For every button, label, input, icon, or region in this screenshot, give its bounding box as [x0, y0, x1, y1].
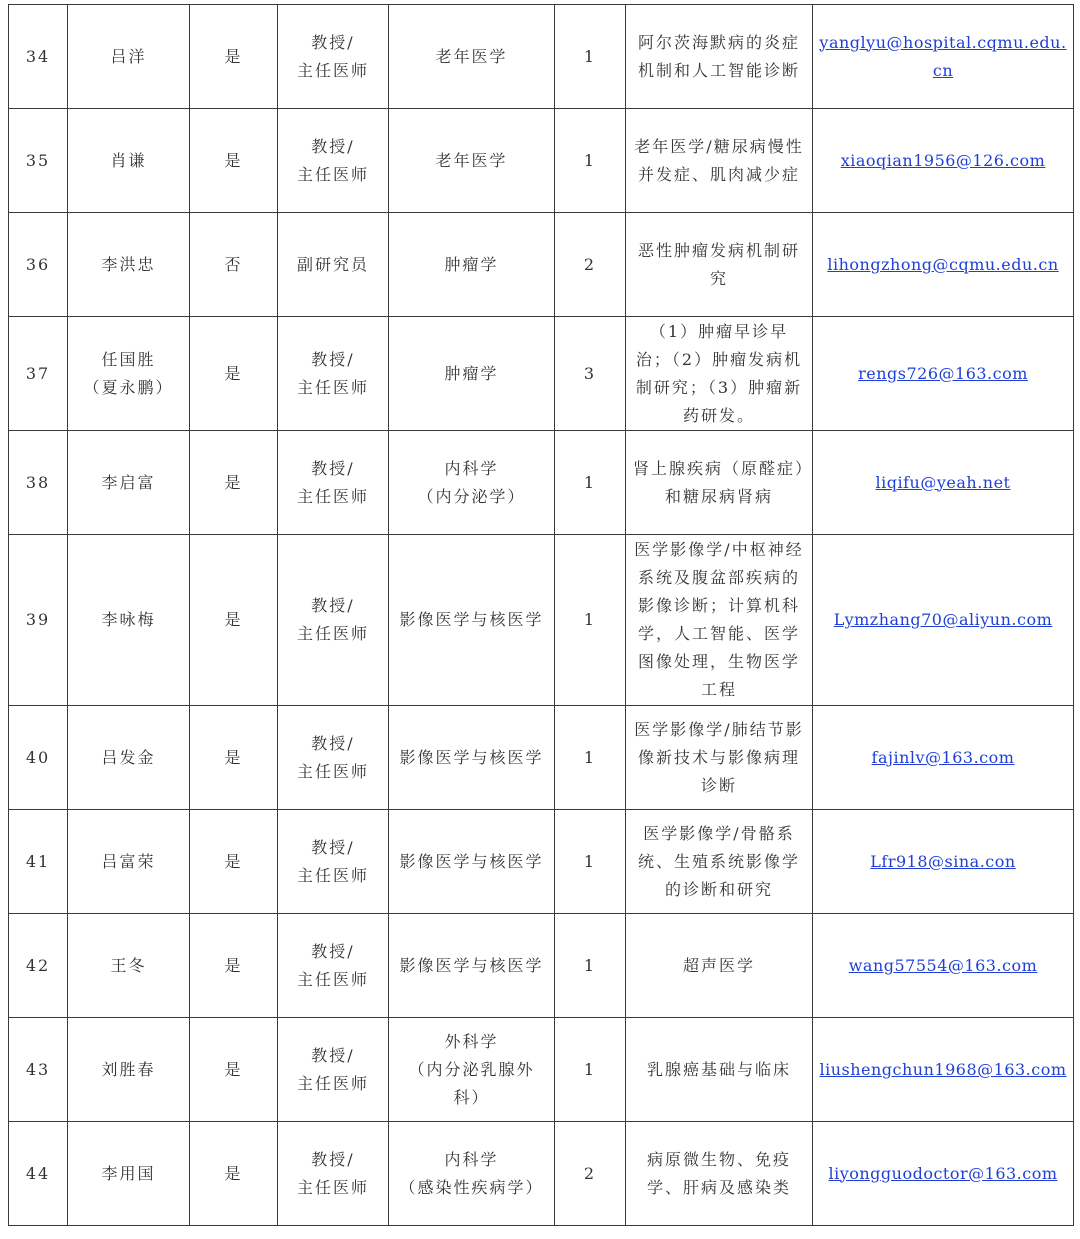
cell-research-area-text: 乳腺癌基础与临床: [646, 1059, 791, 1079]
cell-quota-text: 1: [583, 150, 597, 170]
email-link[interactable]: wang57554@163.com: [848, 955, 1038, 975]
cell-quota: [555, 914, 626, 1018]
cell-title: [278, 1018, 389, 1122]
table-row: [9, 706, 1074, 810]
cell-doctoral-supervisor: [190, 1018, 278, 1122]
cell-doctoral-supervisor-text: 是: [224, 363, 243, 383]
cell-doctoral-supervisor-text: 是: [224, 150, 243, 170]
email-link[interactable]: xiaoqian1956@126.com: [840, 150, 1046, 170]
supervisor-table: [8, 4, 1074, 1226]
cell-email: [813, 109, 1074, 213]
cell-doctoral-supervisor-text: 是: [224, 747, 243, 767]
email-link[interactable]: liyongguodoctor@163.com: [828, 1163, 1058, 1183]
cell-supervisor-name-text: 李启富: [101, 472, 156, 492]
cell-title-text: 教授/ 主任医师: [296, 32, 369, 80]
email-link[interactable]: Lymzhang70@aliyun.com: [833, 610, 1053, 629]
cell-supervisor-name: [68, 5, 190, 109]
cell-number: [9, 317, 68, 431]
cell-title: [278, 109, 389, 213]
cell-email: [813, 1018, 1074, 1122]
cell-major-text: 老年医学: [435, 46, 508, 66]
cell-research-area-text: 恶性肿瘤发病机制研究: [637, 240, 800, 288]
cell-doctoral-supervisor-text: 是: [224, 472, 243, 492]
table-row: [9, 109, 1074, 213]
cell-research-area: [626, 5, 813, 109]
cell-research-area-text: 老年医学/糖尿病慢性并发症、肌肉减少症: [634, 136, 804, 184]
cell-number-text: 41: [25, 851, 51, 871]
cell-email: [813, 706, 1074, 810]
table-row: [9, 213, 1074, 317]
cell-title: [278, 213, 389, 317]
cell-supervisor-name: [68, 535, 190, 706]
cell-doctoral-supervisor-text: 是: [224, 955, 243, 975]
cell-supervisor-name-text: 李咏梅: [101, 610, 156, 629]
cell-research-area: [626, 109, 813, 213]
table-row: [9, 317, 1074, 431]
cell-number: [9, 213, 68, 317]
cell-supervisor-name-text: 李用国: [101, 1163, 156, 1183]
cell-quota: [555, 431, 626, 535]
cell-title: [278, 535, 389, 706]
cell-quota: [555, 317, 626, 431]
cell-quota: [555, 5, 626, 109]
cell-email: [813, 213, 1074, 317]
cell-major-text: 内科学 （内分泌学）: [417, 458, 526, 506]
cell-supervisor-name-text: 李洪忠: [101, 254, 156, 274]
cell-supervisor-name-text: 王冬: [110, 955, 147, 975]
cell-number-text: 35: [25, 150, 51, 170]
cell-supervisor-name-text: 吕富荣: [101, 851, 156, 871]
cell-title: [278, 810, 389, 914]
cell-supervisor-name: [68, 213, 190, 317]
cell-number: [9, 1018, 68, 1122]
cell-major-text: 影像医学与核医学: [399, 955, 544, 975]
cell-email: [813, 317, 1074, 431]
cell-title: [278, 5, 389, 109]
cell-supervisor-name: [68, 914, 190, 1018]
cell-title: [278, 914, 389, 1018]
cell-doctoral-supervisor: [190, 213, 278, 317]
cell-title-text: 副研究员: [296, 254, 369, 274]
cell-quota-text: 1: [583, 1059, 597, 1079]
cell-doctoral-supervisor-text: 是: [224, 851, 243, 871]
cell-email: [813, 535, 1074, 706]
cell-doctoral-supervisor-text: 是: [224, 46, 243, 66]
cell-research-area: [626, 1018, 813, 1122]
cell-major-text: 内科学 （感染性疾病学）: [399, 1149, 544, 1197]
cell-title-text: 教授/ 主任医师: [296, 941, 369, 989]
cell-quota: [555, 213, 626, 317]
cell-doctoral-supervisor: [190, 1122, 278, 1226]
cell-email: [813, 1122, 1074, 1226]
cell-number: [9, 5, 68, 109]
cell-quota: [555, 810, 626, 914]
table-row: [9, 1018, 1074, 1122]
cell-major-text: 肿瘤学: [444, 363, 499, 383]
cell-email: [813, 914, 1074, 1018]
cell-quota-text: 1: [583, 610, 597, 629]
cell-number-text: 42: [25, 955, 51, 975]
cell-title-text: 教授/ 主任医师: [296, 349, 369, 397]
email-link[interactable]: Lfr918@sina.con: [870, 851, 1016, 871]
cell-major-text: 影像医学与核医学: [399, 610, 544, 629]
cell-number-text: 44: [25, 1163, 51, 1183]
cell-email: [813, 810, 1074, 914]
cell-quota-text: 2: [583, 254, 597, 274]
cell-doctoral-supervisor: [190, 317, 278, 431]
cell-major-text: 影像医学与核医学: [399, 851, 544, 871]
cell-title: [278, 317, 389, 431]
cell-quota-text: 1: [583, 747, 597, 767]
cell-supervisor-name: [68, 109, 190, 213]
cell-research-area-text: 医学影像学/肺结节影像新技术与影像病理诊断: [634, 719, 804, 795]
cell-supervisor-name-text: 吕发金: [101, 747, 156, 767]
cell-doctoral-supervisor: [190, 810, 278, 914]
cell-doctoral-supervisor: [190, 535, 278, 706]
cell-doctoral-supervisor-text: 否: [224, 254, 243, 274]
table-row: [9, 914, 1074, 1018]
cell-major: [389, 431, 555, 535]
cell-major: [389, 109, 555, 213]
cell-research-area-text: 超声医学: [682, 955, 755, 975]
cell-number: [9, 810, 68, 914]
cell-number: [9, 914, 68, 1018]
cell-number-text: 38: [25, 472, 51, 492]
cell-title: [278, 1122, 389, 1226]
cell-major-text: 影像医学与核医学: [399, 747, 544, 767]
cell-quota: [555, 109, 626, 213]
table-row: [9, 431, 1074, 535]
email-link[interactable]: rengs726@163.com: [858, 363, 1028, 383]
cell-number-text: 39: [25, 610, 51, 629]
cell-number: [9, 431, 68, 535]
cell-research-area-text: 肾上腺疾病（原醛症）和糖尿病肾病: [632, 458, 805, 506]
table-row: [9, 535, 1074, 706]
cell-number: [9, 109, 68, 213]
cell-supervisor-name: [68, 706, 190, 810]
cell-doctoral-supervisor-text: 是: [224, 1059, 243, 1079]
cell-research-area: [626, 431, 813, 535]
cell-supervisor-name: [68, 810, 190, 914]
cell-research-area: [626, 914, 813, 1018]
cell-major: [389, 5, 555, 109]
cell-major-text: 外科学 （内分泌乳腺外科）: [408, 1031, 535, 1107]
cell-major: [389, 1018, 555, 1122]
cell-title-text: 教授/ 主任医师: [296, 136, 369, 184]
email-link[interactable]: fajinlv@163.com: [871, 747, 1015, 767]
cell-supervisor-name-text: 肖谦: [110, 150, 147, 170]
cell-title-text: 教授/ 主任医师: [296, 1045, 369, 1093]
cell-major-text: 肿瘤学: [444, 254, 499, 274]
cell-research-area: [626, 1122, 813, 1226]
cell-doctoral-supervisor: [190, 706, 278, 810]
cell-major: [389, 213, 555, 317]
cell-research-area: [626, 535, 813, 706]
cell-quota-text: 1: [583, 851, 597, 871]
cell-doctoral-supervisor-text: 是: [224, 610, 243, 629]
cell-quota-text: 2: [583, 1163, 597, 1183]
cell-number-text: 37: [25, 363, 51, 383]
cell-quota-text: 1: [583, 46, 597, 66]
cell-doctoral-supervisor: [190, 914, 278, 1018]
cell-title-text: 教授/ 主任医师: [296, 733, 369, 781]
cell-research-area-text: 医学影像学/骨骼系统、生殖系统影像学的诊断和研究: [637, 823, 800, 899]
table-row: [9, 1122, 1074, 1226]
email-link[interactable]: yanglyu@hospital.cqmu.edu.cn: [819, 32, 1067, 80]
cell-supervisor-name: [68, 431, 190, 535]
cell-quota-text: 1: [583, 472, 597, 492]
cell-research-area-text: 医学影像学/中枢神经系统及腹盆部疾病的影像诊断；计算机科学，人工智能、医学图像处理，生物医学工程: [634, 540, 804, 699]
cell-supervisor-name: [68, 317, 190, 431]
cell-title-text: 教授/ 主任医师: [296, 1149, 369, 1197]
cell-research-area: [626, 213, 813, 317]
cell-doctoral-supervisor: [190, 5, 278, 109]
cell-title: [278, 431, 389, 535]
cell-number: [9, 535, 68, 706]
cell-supervisor-name-text: 任国胜 （夏永鹏）: [83, 349, 174, 397]
email-link[interactable]: liushengchun1968@163.com: [819, 1059, 1067, 1079]
cell-quota: [555, 1122, 626, 1226]
table-row: [9, 810, 1074, 914]
cell-major: [389, 317, 555, 431]
cell-supervisor-name-text: 吕洋: [110, 46, 147, 66]
cell-title-text: 教授/ 主任医师: [296, 458, 369, 506]
cell-supervisor-name: [68, 1122, 190, 1226]
table-body: [9, 5, 1074, 1226]
cell-supervisor-name-text: 刘胜春: [101, 1059, 156, 1079]
cell-doctoral-supervisor: [190, 109, 278, 213]
cell-major: [389, 535, 555, 706]
cell-quota: [555, 535, 626, 706]
cell-major: [389, 810, 555, 914]
cell-research-area-text: 病原微生物、免疫学、肝病及感染类: [646, 1149, 791, 1197]
cell-supervisor-name: [68, 1018, 190, 1122]
cell-quota: [555, 1018, 626, 1122]
cell-email: [813, 431, 1074, 535]
cell-number-text: 36: [25, 254, 51, 274]
cell-quota-text: 3: [583, 363, 597, 383]
cell-number-text: 40: [25, 747, 51, 767]
cell-research-area-text: 阿尔茨海默病的炎症机制和人工智能诊断: [637, 32, 800, 80]
cell-email: [813, 5, 1074, 109]
cell-quota-text: 1: [583, 955, 597, 975]
cell-research-area: [626, 810, 813, 914]
cell-number-text: 43: [25, 1059, 51, 1079]
cell-research-area: [626, 317, 813, 431]
cell-title: [278, 706, 389, 810]
cell-title-text: 教授/ 主任医师: [296, 596, 369, 643]
cell-doctoral-supervisor-text: 是: [224, 1163, 243, 1183]
cell-research-area: [626, 706, 813, 810]
email-link[interactable]: lihongzhong@cqmu.edu.cn: [827, 254, 1059, 274]
cell-research-area-text: （1）肿瘤早诊早治；（2）肿瘤发病机制研究；（3）肿瘤新药研发。: [635, 321, 803, 425]
cell-number: [9, 1122, 68, 1226]
cell-doctoral-supervisor: [190, 431, 278, 535]
cell-number: [9, 706, 68, 810]
cell-quota: [555, 706, 626, 810]
cell-major: [389, 706, 555, 810]
cell-title-text: 教授/ 主任医师: [296, 837, 369, 885]
cell-major: [389, 1122, 555, 1226]
cell-major-text: 老年医学: [435, 150, 508, 170]
email-link[interactable]: liqifu@yeah.net: [875, 472, 1011, 492]
cell-major: [389, 914, 555, 1018]
cell-number-text: 34: [25, 46, 51, 66]
table-row: [9, 5, 1074, 109]
